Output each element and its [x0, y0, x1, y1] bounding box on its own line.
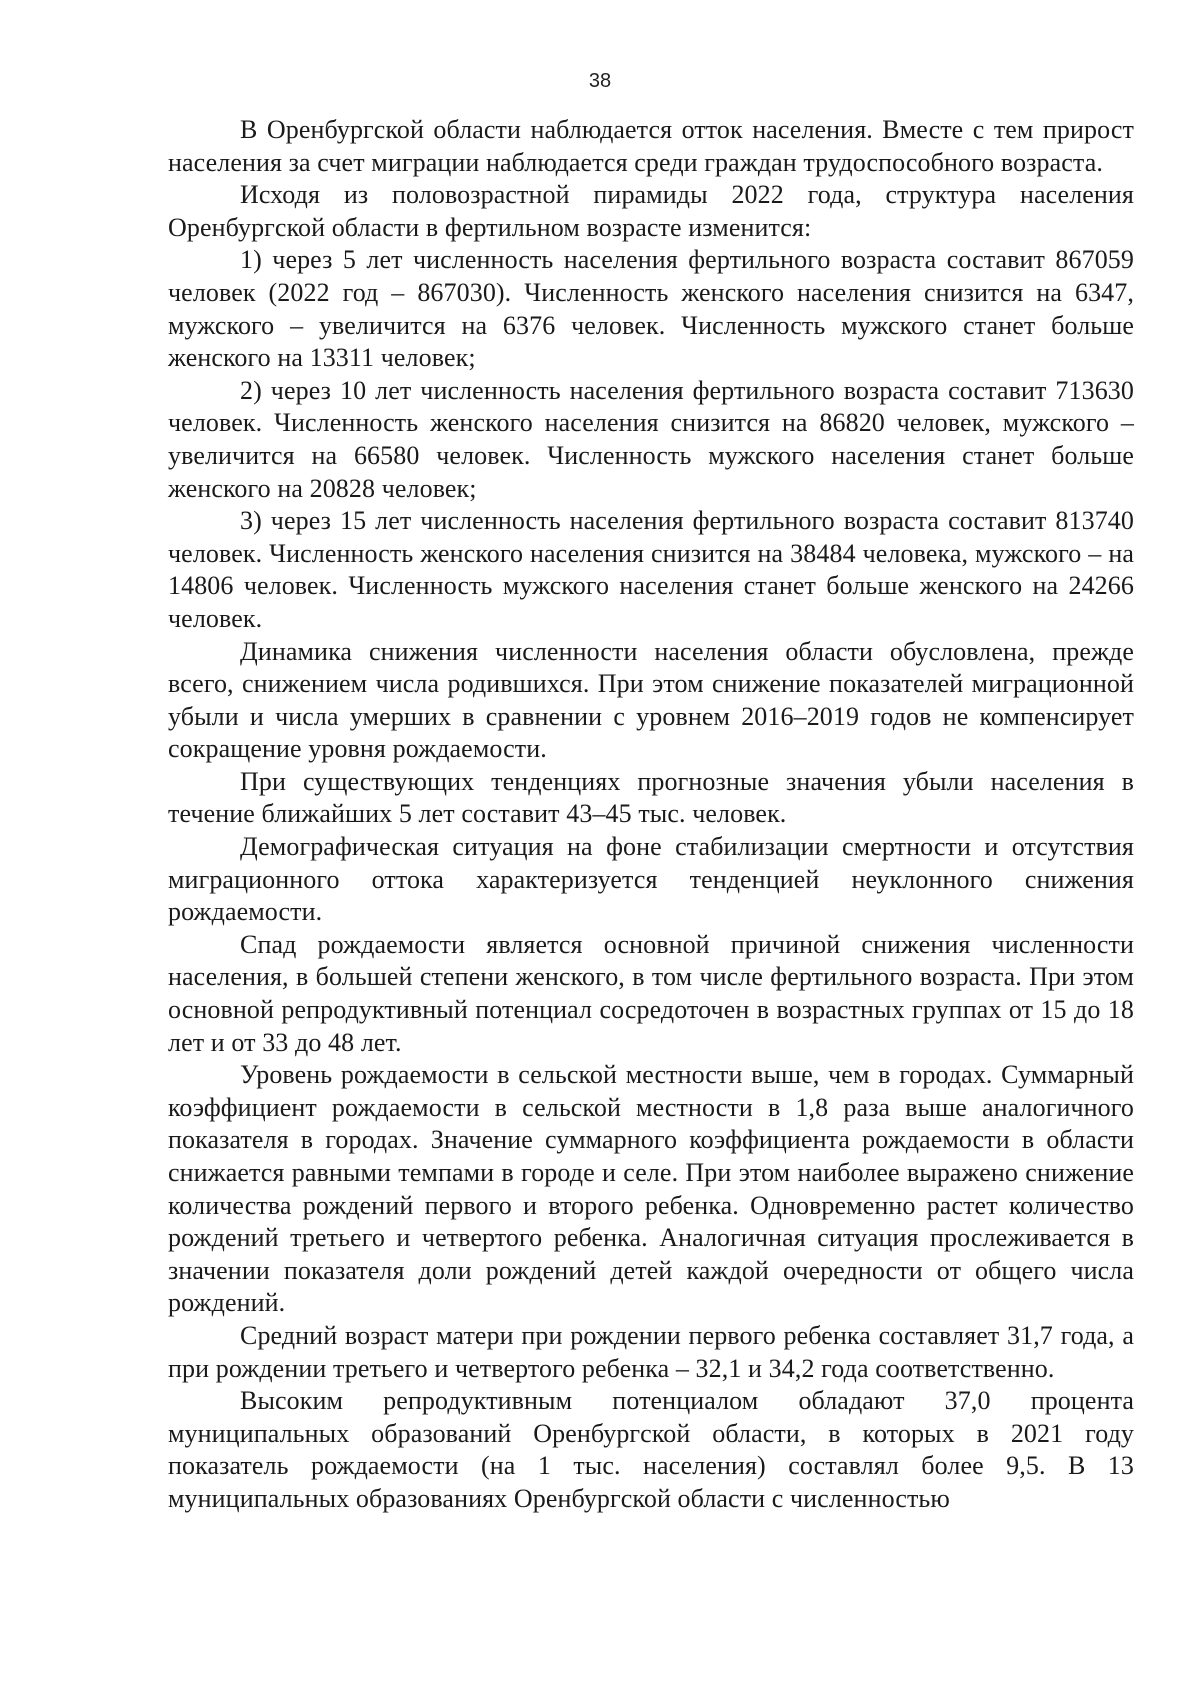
paragraph-forecast-5-years: 1) через 5 лет численность населения фертильного возраста составит 867059 человек (2022 год – 867030). Численность женского населения снизится на 6347, мужского – увеличится на 6376 человек. Численность мужского станет больше женского на 13311 человек; [168, 245, 1134, 373]
paragraph-age-pyramid-intro: Исходя из половозрастной пирамиды 2022 года, структура населения Оренбургской области в фертильном возрасте изменится: [168, 180, 1134, 242]
paragraph-population-outflow: В Оренбургской области наблюдается отток населения. Вместе с тем прирост населения за счет миграции наблюдается среди граждан трудоспособного возраста. [168, 115, 1134, 177]
paragraph-reproductive-potential: Высоким репродуктивным потенциалом обладают 37,0 процента муниципальных образований Оренбургской области, в которых в 2021 году показатель рождаемости (на 1 тыс. населения) составлял более 9,5. В 13 муниципальных образованиях Оренбургской области с численностью [168, 1386, 1134, 1513]
document-body [168, 114, 1134, 1516]
page-number: 38 [588, 70, 612, 92]
paragraph-rural-urban-birth-rate: Уровень рождаемости в сельской местности выше, чем в городах. Суммарный коэффициент рождаемости в сельской местности в 1,8 раза выше аналогичного показателя в городах. Значение суммарного коэффициента рождаемости в области снижается равными темпами в городе и селе. При этом наиболее выражено снижение количества рождений первого и второго ребенка. Одновременно растет количество рождений третьего и четвертого ребенка. Аналогичная ситуация прослеживается в значении показателя доли рождений детей каждой очередности от общего числа рождений. [168, 1060, 1134, 1318]
paragraph-loss-forecast: При существующих тенденциях прогнозные значения убыли населения в течение ближайших 5 лет составит 43–45 тыс. человек. [168, 766, 1134, 829]
paragraph-birth-rate-decline: Спад рождаемости является основной причиной снижения численности населения, в большей степени женского, в том числе фертильного возраста. При этом основной репродуктивный потенциал сосредоточен в возрастных группах от 15 до 18 лет и от 33 до 48 лет. [168, 929, 1134, 1057]
paragraph-mother-age: Средний возраст матери при рождении первого ребенка составляет 31,7 года, а при рождении третьего и четвертого ребенка – 32,1 и 34,2 года соответственно. [168, 1320, 1134, 1383]
paragraph-demographic-situation: Демографическая ситуация на фоне стабилизации смертности и отсутствия миграционного оттока характеризуется тенденцией неуклонного снижения рождаемости. [168, 832, 1134, 927]
paragraph-forecast-10-years: 2) через 10 лет численность населения фертильного возраста составит 713630 человек. Численность женского населения снизится на 86820 человек, мужского – увеличится на 66580 человек. Численность мужского населения станет больше женского на 20828 человек; [168, 375, 1134, 503]
paragraph-decline-dynamics: Динамика снижения численности населения области обусловлена, прежде всего, снижением числа родившихся. При этом снижение показателей миграционной убыли и числа умерших в сравнении с уровнем 2016–2019 годов не компенсирует сокращение уровня рождаемости. [168, 636, 1134, 764]
paragraph-forecast-15-years: 3) через 15 лет численность населения фертильного возраста составит 813740 человек. Численность женского населения снизится на 38484 человека, мужского – на 14806 человек. Численность мужского населения станет больше женского на 24266 человек. [168, 506, 1134, 633]
